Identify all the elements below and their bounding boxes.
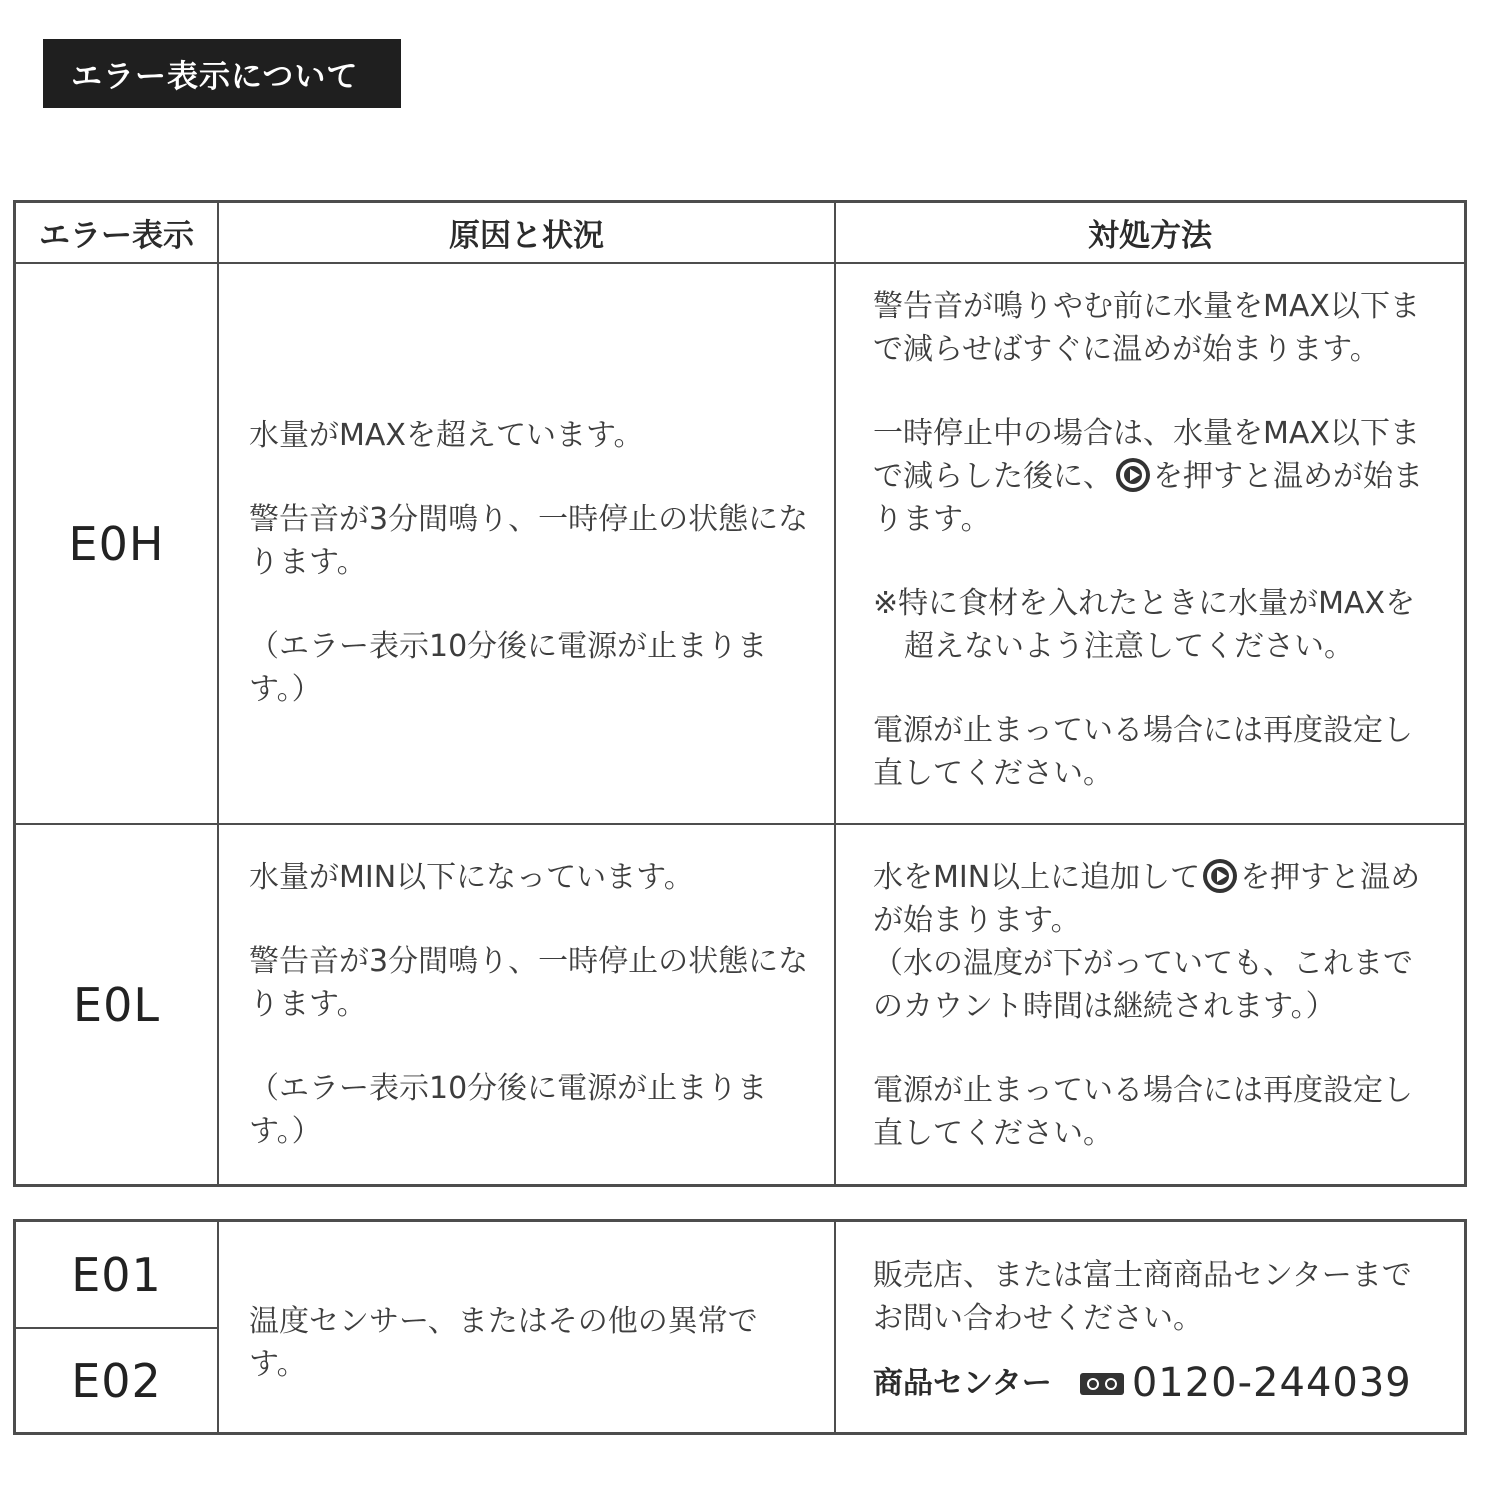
remedy-text: 販売店、または富士商商品センターまでお問い合わせください。: [873, 1258, 1412, 1336]
remedy-text: [873, 856, 1438, 942]
header-error-display: エラー表示: [39, 218, 194, 254]
play-button-icon: [1116, 458, 1150, 492]
error-code-e0l: E0L: [73, 978, 160, 1032]
remedy-text: [873, 412, 1438, 541]
cause-e0h: [249, 414, 814, 711]
play-button-icon: [1203, 859, 1237, 893]
column-divider: [834, 202, 836, 1185]
header-cause: 原因と状況: [449, 218, 604, 254]
column-divider: [834, 1221, 836, 1433]
contact-label: 商品センター: [873, 1366, 1052, 1401]
remedy-text-part: を押すと温めが始まります。: [873, 860, 1421, 938]
column-divider: [217, 202, 219, 1185]
cause-text: 水量がMIN以下になっています。: [249, 860, 694, 895]
cause-text: （エラー表示10分後に電源が止まります。）: [249, 1071, 768, 1149]
error-code-e0h: E0H: [68, 516, 165, 571]
cause-e0l: [249, 856, 814, 1153]
contact-line: [873, 1362, 1438, 1405]
remedy-note: ※特に食材を入れたときに水量がMAXを超えないよう注意してください。: [873, 586, 1416, 664]
cause-text: （エラー表示10分後に電源が止まります。）: [249, 629, 768, 707]
error-code-e02: E02: [71, 1353, 162, 1408]
remedy-text: 電源が止まっている場合には再度設定し直してください。: [873, 1073, 1413, 1151]
section-title: エラー表示について: [43, 39, 401, 108]
remedy-text-part: を押すと温めが始まります。: [873, 459, 1423, 537]
cause-text: 警告音が3分間鳴り、一時停止の状態になります。: [249, 502, 809, 580]
cause-text: 警告音が3分間鳴り、一時停止の状態になります。: [249, 944, 809, 1022]
cause-text: 水量がMAXを超えています。: [249, 418, 644, 453]
remedy-note: （水の温度が下がっていても、これまでのカウント時間は継続されます。）: [873, 946, 1413, 1024]
freedial-icon: [1080, 1373, 1124, 1395]
row-divider: [15, 823, 1465, 825]
column-divider: [217, 1221, 219, 1433]
remedy-text-part: 一時停止中の場合は、水量をMAX以下まで減らした後に、: [873, 416, 1420, 494]
header-remedy: 対処方法: [1088, 218, 1212, 254]
header-divider: [15, 262, 1465, 264]
phone-number: 0120-244039: [1131, 1360, 1412, 1406]
remedy-text-part: 水をMIN以上に追加して: [873, 860, 1201, 895]
remedy-text: 警告音が鳴りやむ前に水量をMAX以下まで減らせばすぐに温めが始まります。: [873, 289, 1420, 367]
remedy-e0l: [873, 856, 1438, 1155]
remedy-e01-e02: [873, 1254, 1438, 1405]
remedy-text: 電源が止まっている場合には再度設定し直してください。: [873, 713, 1413, 791]
cause-e01-e02: 温度センサー、またはその他の異常です。: [249, 1304, 758, 1382]
remedy-e0h: [873, 285, 1438, 795]
error-code-e01: E01: [71, 1247, 162, 1302]
freedial: [1080, 1362, 1412, 1405]
